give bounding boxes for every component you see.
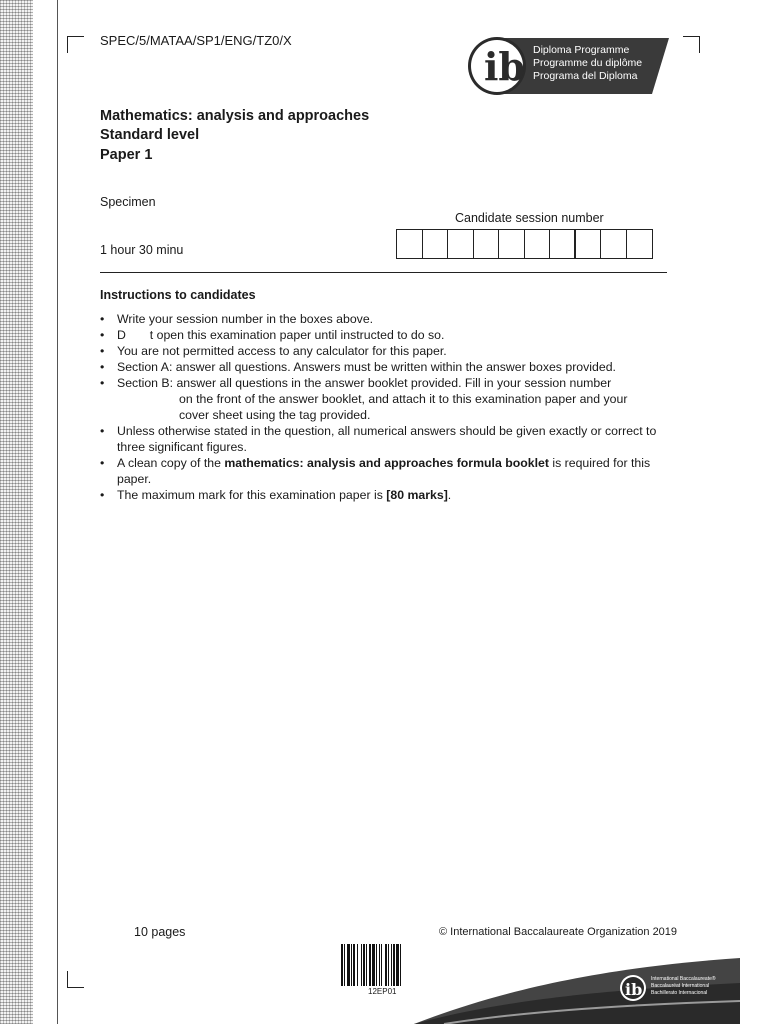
barcode-bar xyxy=(361,944,362,986)
list-item: • Section B: answer all questions in the answer booklet provided. Fill in your session number on the front of the answer booklet, and attach it to this examination paper and your cover sheet using the tag provided. xyxy=(100,376,628,422)
instructions-list xyxy=(100,311,670,503)
session-digit-box[interactable] xyxy=(627,230,653,258)
barcode-bar xyxy=(393,944,395,986)
crop-mark-bottom-left xyxy=(67,971,84,988)
barcode-bar xyxy=(366,944,367,986)
session-digit-box[interactable] xyxy=(499,230,525,258)
session-digit-box[interactable] xyxy=(550,230,576,258)
crop-mark-top-left xyxy=(67,36,84,53)
barcode-bar xyxy=(391,944,392,986)
barcode xyxy=(341,944,425,986)
session-digit-box[interactable] xyxy=(601,230,627,258)
logo-line-3: Programa del Diploma xyxy=(533,70,638,82)
session-digit-box[interactable] xyxy=(423,230,449,258)
session-digit-box[interactable] xyxy=(474,230,500,258)
ib-diploma-logo xyxy=(467,36,669,96)
ib-mark-text: ib xyxy=(484,44,526,89)
barcode-number: 12EP01 xyxy=(368,987,397,996)
margin-line xyxy=(57,0,58,1024)
candidate-session-label: Candidate session number xyxy=(455,211,604,225)
list-item: • A clean copy of the mathematics: analysis and approaches formula booklet is required for this paper. xyxy=(100,456,651,486)
barcode-bar xyxy=(400,944,401,986)
list-item: • Write your session number in the boxes above. xyxy=(100,312,374,326)
crop-mark-top-right xyxy=(683,36,700,53)
session-digit-box[interactable] xyxy=(448,230,474,258)
barcode-bar xyxy=(385,944,387,986)
session-digit-box[interactable] xyxy=(397,230,423,258)
subject-title: Mathematics: analysis and approaches xyxy=(100,108,370,124)
barcode-bar xyxy=(353,944,355,986)
list-item: • The maximum mark for this examination paper is [80 marks]. xyxy=(100,488,452,502)
specimen-label: Specimen xyxy=(100,195,156,209)
barcode-bar xyxy=(351,944,352,986)
list-item: • Section A: answer all questions. Answers must be written within the answer boxes provided. xyxy=(100,360,616,374)
divider xyxy=(100,272,667,273)
ibo-line-1: International Baccalaureate® xyxy=(651,976,716,982)
page-count: 10 pages xyxy=(134,925,186,939)
list-item: • Unless otherwise stated in the question, all numerical answers should be given exactly or correct to three significant figures. xyxy=(100,424,657,454)
barcode-bar xyxy=(372,944,375,986)
ibo-footer-logo xyxy=(414,953,740,1024)
session-number-boxes xyxy=(396,229,653,259)
list-item: • D t open this examination paper until instructed to do so. xyxy=(100,328,445,342)
ibo-mark-text: ib xyxy=(625,980,643,999)
paper-title: Paper 1 xyxy=(100,147,153,163)
barcode-bar xyxy=(379,944,380,986)
barcode-bar xyxy=(396,944,399,986)
list-item: • You are not permitted access to any calculator for this paper. xyxy=(100,344,447,358)
barcode-bar xyxy=(363,944,365,986)
barcode-bar xyxy=(376,944,377,986)
paper-code: SPEC/5/MATAA/SP1/ENG/TZ0/X xyxy=(100,33,292,48)
ibo-line-3: Bachillerato Internacional xyxy=(651,990,708,996)
logo-line-1: Diploma Programme xyxy=(533,44,630,56)
barcode-bar xyxy=(369,944,371,986)
ibo-line-2: Baccalauréat International xyxy=(651,983,710,989)
barcode-bar xyxy=(344,944,345,986)
duration-label: 1 hour 30 minu xyxy=(100,243,184,257)
barcode-bar xyxy=(347,944,350,986)
barcode-bar xyxy=(341,944,343,986)
barcode-bar xyxy=(388,944,389,986)
level-title: Standard level xyxy=(100,127,200,143)
barcode-bar xyxy=(381,944,382,986)
instructions-heading: Instructions to candidates xyxy=(100,288,256,302)
session-digit-box[interactable] xyxy=(525,230,551,258)
barcode-bar xyxy=(357,944,358,986)
session-digit-box[interactable] xyxy=(576,230,602,258)
copyright: © International Baccalaureate Organization 2019 xyxy=(439,926,678,938)
logo-line-2: Programme du diplôme xyxy=(533,57,643,69)
binding-margin-pattern xyxy=(0,0,33,1024)
